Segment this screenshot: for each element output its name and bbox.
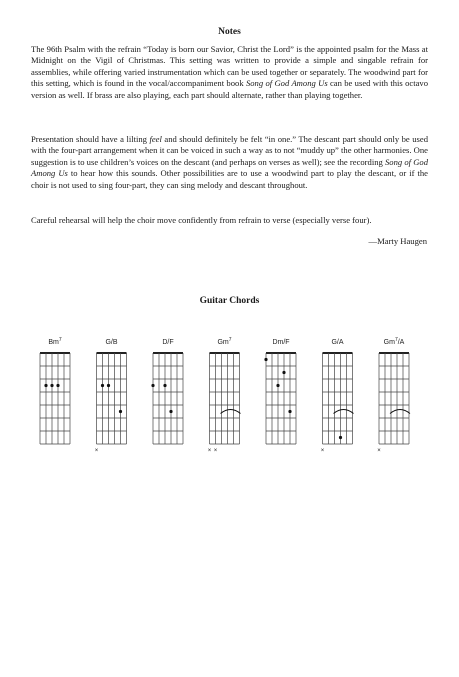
chord-finger-dot — [339, 436, 342, 439]
chord-finger-dot — [101, 384, 104, 387]
p1-text-b: can be used with this octavo version as well. If brass are also playing, each part should alternate, rather than playing together. — [31, 78, 428, 100]
chord-diagram — [40, 337, 70, 444]
chord-name: D/F — [162, 339, 174, 346]
chord-diagram — [264, 339, 296, 444]
chord-finger-dot — [282, 371, 285, 374]
p2-feel-word: feel — [149, 134, 162, 144]
chord-finger-dot — [288, 410, 291, 413]
chord-muted-string-mark: × — [320, 448, 325, 454]
chord-name: Gm$^7$/A — [383, 337, 405, 346]
chord-finger-dot — [119, 410, 122, 413]
notes-paragraph-3: Careful rehearsal will help the choir move confidently from refrain to verse (especially verse four). — [31, 215, 372, 225]
chord-diagram — [321, 339, 354, 454]
guitar-chords-title: Guitar Chords — [199, 296, 260, 306]
chord-diagram — [151, 339, 183, 444]
p2-recording-title: Song of God Among Us — [31, 156, 429, 179]
chord-name: Bm$^7$ — [48, 337, 62, 346]
chord-muted-string-mark: × — [94, 448, 99, 454]
chord-finger-dot — [264, 358, 267, 361]
chord-finger-dot — [107, 384, 110, 387]
p2-text-b: and should definitely be felt “in one.” The descant part should only be used with the four-part arrangement when it can be voiced in such a way as to not “muddy up” the other harmonies. One suggestion is to use children’s voices on the descant (and perhaps on verses as well); see the recording — [31, 134, 428, 167]
chord-barre-arc — [390, 410, 410, 414]
chord-finger-dot — [44, 384, 47, 387]
chord-muted-string-mark: × — [213, 448, 218, 454]
chord-name: G/A — [331, 339, 344, 346]
chord-barre-arc — [221, 410, 241, 414]
chord-name: G/B — [105, 339, 118, 346]
chord-diagram — [95, 339, 127, 454]
chord-diagram — [377, 337, 410, 454]
chord-muted-string-mark: × — [377, 448, 381, 454]
chord-name: Gm$^7$ — [217, 337, 232, 346]
chord-finger-dot — [163, 384, 166, 387]
signature: —Marty Haugen — [368, 236, 427, 246]
p1-text-a: The 96th Psalm with the refrain “Today is born our Savior, Christ the Lord” is the appointed psalm for the Mass at Midnight on the Vigil of Christmas. This setting was written to provide a simple and singable refrain for assemblies, while offering varied instrumentation which can be used together or separately. The woodwind part for this setting, which is found in the vocal/accompaniment book — [31, 44, 428, 89]
chord-finger-dot — [50, 384, 53, 387]
notes-title: Notes — [218, 27, 241, 37]
chord-muted-string-mark: × — [207, 448, 212, 454]
chord-finger-dot — [169, 410, 172, 413]
chord-name: Dm/F — [272, 339, 290, 346]
chord-finger-dot — [56, 384, 59, 387]
chord-finger-dot — [151, 384, 154, 387]
chord-diagram — [208, 337, 241, 454]
chord-finger-dot — [276, 384, 279, 387]
p2-text-a: Presentation should have a lilting — [31, 134, 150, 144]
p2-text-c: to hear how this sounds. Other possibilities are to use a woodwind part to play the descant, or if the choir is not used to sing four-part, they can sing melody and descant throughout. — [31, 168, 428, 190]
chord-barre-arc — [334, 410, 354, 414]
p1-book-title: Song of God Among Us — [245, 78, 328, 89]
